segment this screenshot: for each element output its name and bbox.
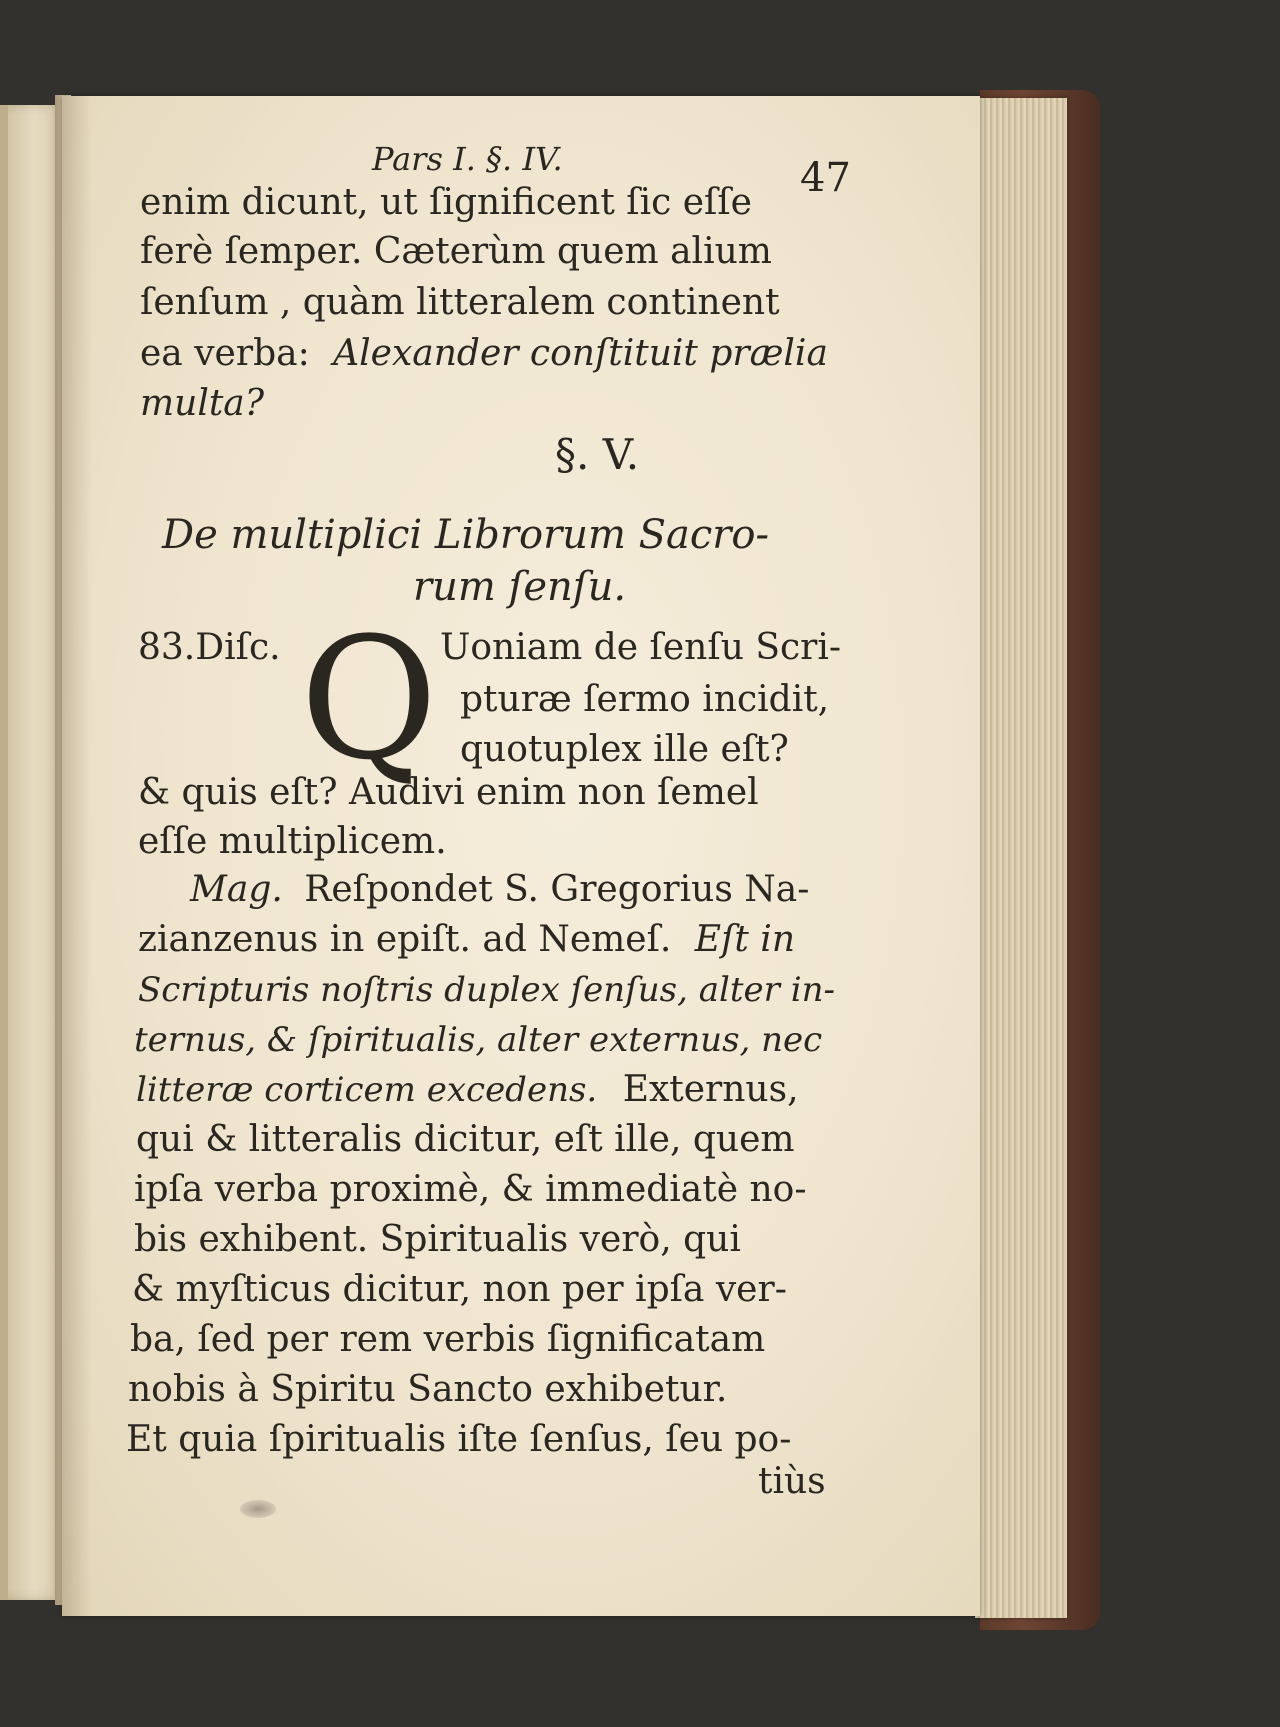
running-header: Pars I. §. IV. bbox=[372, 140, 563, 178]
answer-label: Mag. bbox=[190, 869, 283, 910]
drop-cap: Q bbox=[300, 601, 438, 797]
answer-line-4: ternus, & ſpiritualis, alter externus, nec bbox=[134, 1020, 823, 1060]
answer-line-10: ba, ſed per rem verbis ſignificatam bbox=[130, 1319, 766, 1360]
section-subtitle-line-2: rum ſenſu. bbox=[413, 564, 627, 610]
answer-line-8: bis exhibent. Spiritualis verò, qui bbox=[134, 1219, 741, 1260]
answer-line-7: ipſa verba proximè, & immediatè no- bbox=[134, 1169, 807, 1210]
question-line-4: & quis eſt? Audivi enim non ſemel bbox=[138, 772, 759, 813]
text-line-3: ſenſum , quàm litteralem continent bbox=[140, 282, 780, 323]
question-label bbox=[138, 628, 281, 668]
question-line-1: Uoniam de ſenſu Scri- bbox=[440, 627, 842, 668]
question-number: 83.Diſc. bbox=[138, 627, 281, 668]
answer-line-5-roman: Externus, bbox=[622, 1069, 799, 1110]
answer-line-5 bbox=[136, 1070, 799, 1110]
catchword: tiùs bbox=[758, 1461, 826, 1502]
text-line-1: enim dicunt, ut ſignificent ſic eſſe bbox=[140, 182, 752, 223]
answer-line-2 bbox=[138, 920, 795, 960]
answer-line-1 bbox=[190, 870, 809, 910]
left-page-margin bbox=[0, 105, 8, 1600]
text-line-4-italic: Alexander conſtituit prælia bbox=[333, 333, 828, 374]
answer-line-2-italic: Eſt in bbox=[694, 919, 796, 960]
answer-line-9: & myſticus dicitur, non per ipſa ver- bbox=[132, 1269, 787, 1310]
question-line-3: quotuplex ille eſt? bbox=[460, 729, 789, 770]
question-line-5: eſſe multiplicem. bbox=[138, 821, 447, 862]
page-number: 47 bbox=[800, 155, 851, 201]
text-line-5: multa? bbox=[140, 383, 265, 424]
page-gutter-shadow bbox=[62, 96, 92, 1616]
left-page-edge bbox=[0, 105, 62, 1600]
page-block-edges bbox=[975, 98, 1067, 1618]
text-line-4-roman: ea verba: bbox=[140, 333, 310, 374]
answer-line-11: nobis à Spiritu Sancto exhibetur. bbox=[128, 1369, 728, 1410]
answer-line-6: qui & litteralis dicitur, eſt ille, quem bbox=[136, 1119, 795, 1160]
text-line-2: ferè ſemper. Cæterùm quem alium bbox=[140, 231, 772, 272]
answer-line-12: Et quia ſpiritualis iſte ſenſus, ſeu po- bbox=[126, 1419, 792, 1460]
question-line-2: pturæ ſermo incidit, bbox=[460, 679, 830, 720]
section-subtitle-line-1: De multiplici Librorum Sacro- bbox=[162, 512, 769, 558]
section-heading: §. V. bbox=[555, 430, 640, 479]
answer-line-1-text: Reſpondet S. Gregorius Na- bbox=[304, 869, 810, 910]
ink-smudge bbox=[240, 1500, 276, 1518]
answer-line-5-italic: litteræ corticem excedens. bbox=[136, 1070, 598, 1110]
text-line-4 bbox=[140, 334, 828, 374]
answer-line-3: Scripturis noſtris duplex ſenſus, alter in- bbox=[138, 970, 835, 1010]
answer-line-2-roman: zianzenus in epiſt. ad Nemeſ. bbox=[138, 919, 672, 960]
